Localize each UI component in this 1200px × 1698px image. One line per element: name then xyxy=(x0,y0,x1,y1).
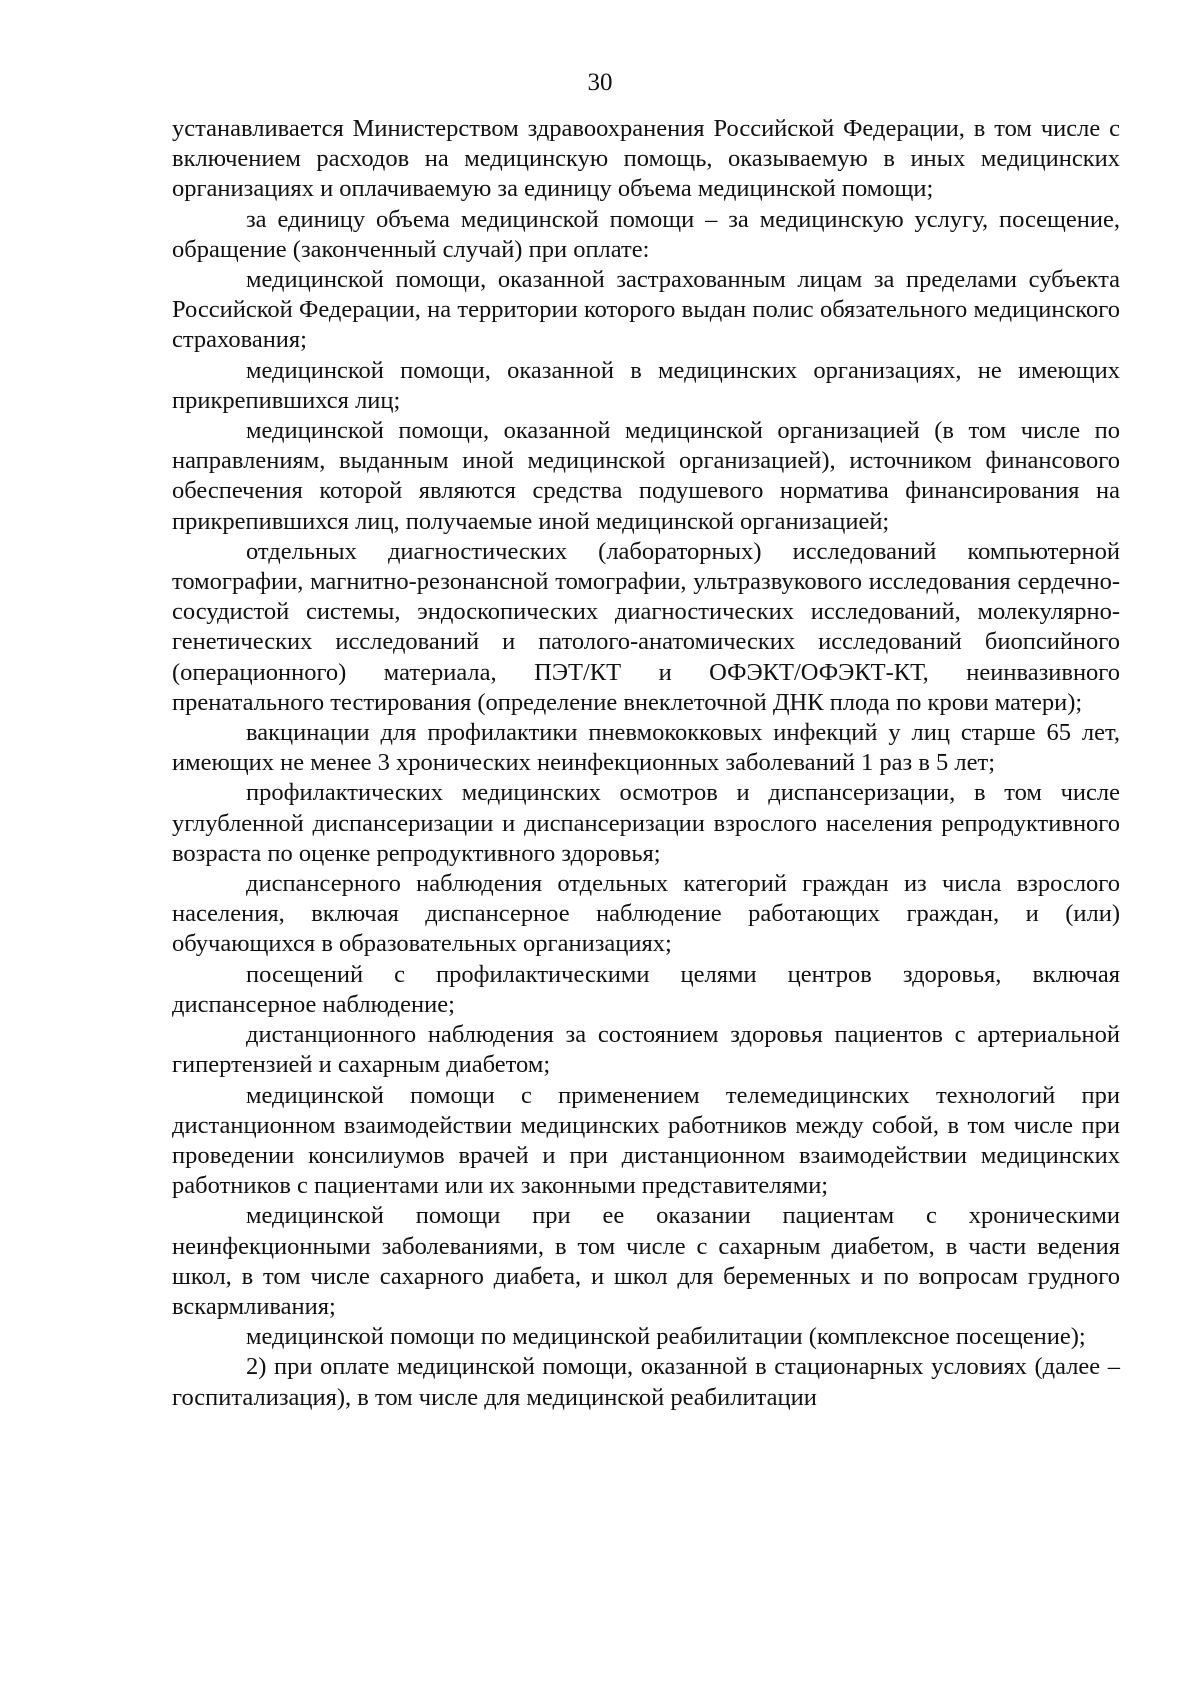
paragraph: 2) при оплате медицинской помощи, оказанной в стационарных условиях (далее – госпитализация), в том числе для медицинской реабилитации xyxy=(172,1353,1120,1411)
paragraph: дистанционного наблюдения за состоянием здоровья пациентов с артериальной гипертензией и сахарным диабетом; xyxy=(172,1021,1120,1079)
paragraph: отдельных диагностических (лабораторных) исследований компьютерной томографии, магнитно-резонансной томографии, ультразвукового исследования сердечно-сосудистой системы, эндоскопических диагностических исследований, молекулярно-генетических исследований и патолого-анатомических исследований биопсийного (операционного) материала, ПЭТ/КТ и ОФЭКТ/ОФЭКТ-КТ, неинвазивного пренатального тестирования (определение внеклеточной ДНК плода по крови матери); xyxy=(172,537,1120,716)
paragraph: вакцинации для профилактики пневмококковых инфекций у лиц старше 65 лет, имеющих не менее 3 хронических неинфекционных заболеваний 1 раз в 5 лет; xyxy=(172,719,1120,777)
paragraph: медицинской помощи, оказанной застрахованным лицам за пределами субъекта Российской Федерации, на территории которого выдан полис обязательного медицинского страхования; xyxy=(172,266,1120,354)
paragraph: медицинской помощи, оказанной в медицинских организациях, не имеющих прикрепившихся лиц; xyxy=(172,356,1120,414)
paragraph: медицинской помощи при ее оказании пациентам с хроническими неинфекционными заболеваниями, в том числе с сахарным диабетом, в части ведения школ, в том числе сахарного диабета, и школ для беременных и по вопросам грудного вскармливания; xyxy=(172,1202,1120,1320)
paragraph: медицинской помощи по медицинской реабилитации (комплексное посещение); xyxy=(246,1323,1086,1351)
paragraph: посещений с профилактическими целями центров здоровья, включая диспансерное наблюдение; xyxy=(172,960,1120,1018)
paragraph: диспансерного наблюдения отдельных категорий граждан из числа взрослого населения, включая диспансерное наблюдение работающих граждан, и (или) обучающихся в образовательных организациях; xyxy=(172,870,1120,958)
page-number: 30 xyxy=(587,69,613,96)
paragraph: медицинской помощи, оказанной медицинской организацией (в том числе по направлениям, выданным иной медицинской организацией), источником финансового обеспечения которой являются средства подушевого норматива финансирования на прикрепившихся лиц, получаемые иной медицинской организацией; xyxy=(172,417,1120,535)
paragraph: профилактических медицинских осмотров и диспансеризации, в том числе углубленной диспансеризации и диспансеризации взрослого населения репродуктивного возраста по оценке репродуктивного здоровья; xyxy=(172,779,1120,867)
paragraph: устанавливается Министерством здравоохранения Российской Федерации, в том числе с включением расходов на медицинскую помощь, оказываемую в иных медицинских организациях и оплачиваемую за единицу объема медицинской помощи; xyxy=(172,115,1120,203)
paragraph: за единицу объема медицинской помощи – за медицинскую услугу, посещение, обращение (законченный случай) при оплате: xyxy=(172,205,1120,263)
document-body xyxy=(172,114,1120,1413)
paragraph: медицинской помощи с применением телемедицинских технологий при дистанционном взаимодействии медицинских работников между собой, в том числе при проведении консилиумов врачей и при дистанционном взаимодействии медицинских работников с пациентами или их законными представителями; xyxy=(172,1081,1120,1200)
